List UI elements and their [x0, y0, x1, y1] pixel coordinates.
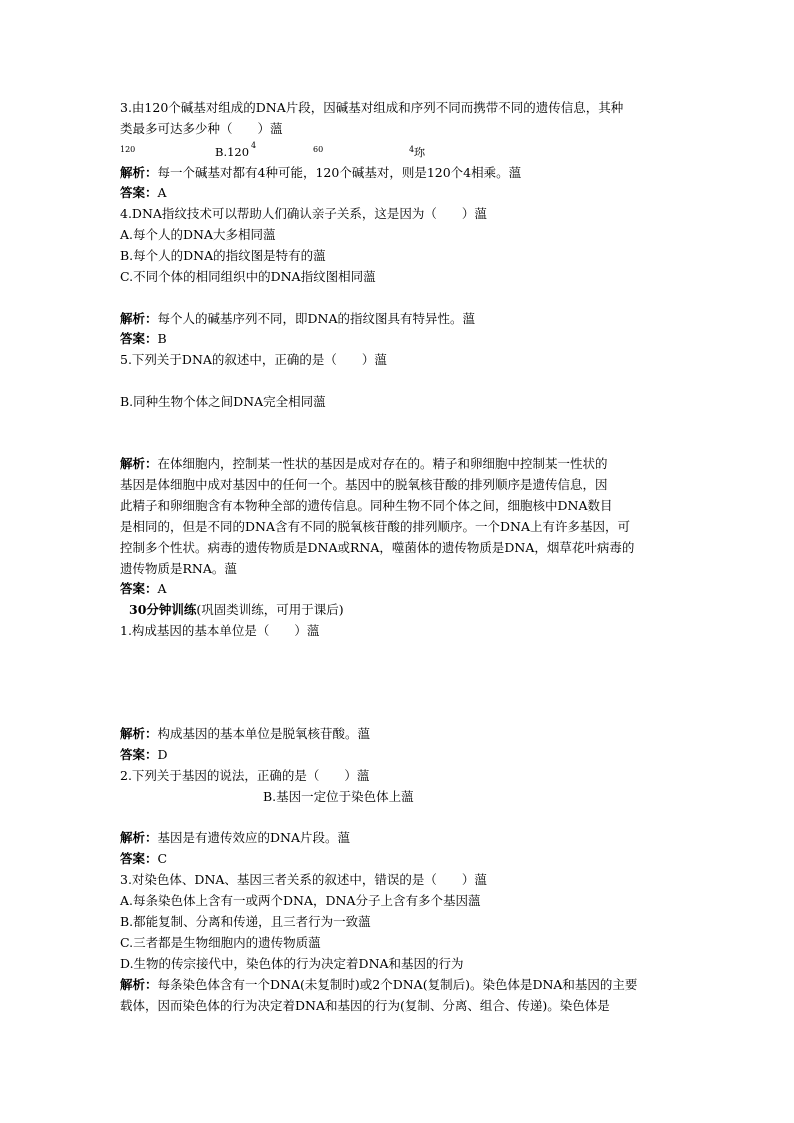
s3-analysis-line2: 载体，因而染色体的行为决定着DNA和基因的行为(复制、分离、组合、传递)。染色体是 — [120, 998, 610, 1013]
q3-stem-line2: 类最多可达多少种（ ）薀 — [120, 121, 283, 136]
q4-analysis — [120, 309, 475, 329]
s3-analysis-text1: 每条染色体含有一个DNA(未复制时)或2个DNA(复制后)。染色体是DNA和基因的主要 — [157, 977, 638, 992]
analysis-label: 解析： — [120, 456, 158, 471]
section-heading — [129, 600, 344, 620]
q5-option-b: B.同种生物个体之间DNA完全相同薀 — [120, 394, 326, 409]
s3-stem: 3.对染色体、DNA、基因三者关系的叙述中，错误的是（ ）薀 — [120, 872, 487, 887]
q3-answer — [120, 183, 167, 203]
q4-option-b: B.每个人的DNA的指纹图是特有的薀 — [120, 248, 326, 263]
q3-option-b-exponent: 4 — [251, 141, 257, 150]
s2-answer — [120, 849, 167, 869]
answer-label: 答案： — [120, 185, 158, 200]
q4-answer-value: B — [157, 331, 167, 346]
q5-stem: 5.下列关于DNA的叙述中，正确的是（ ）薀 — [120, 352, 387, 367]
q3-option-a-fragment: 120 — [120, 145, 136, 154]
q5-analysis-text1: 在体细胞内，控制某一性状的基因是成对存在的。精子和卵细胞中控制某一性状的 — [157, 456, 608, 471]
s3-option-d: D.生物的传宗接代中，染色体的行为决定着DNA和基因的行为 — [120, 956, 464, 971]
q5-analysis-line2: 基因是体细胞中成对基因中的任何一个。基因中的脱氧核苷酸的排列顺序是遗传信息，因 — [120, 477, 608, 492]
analysis-label: 解析： — [120, 830, 158, 845]
q5-analysis-line1 — [120, 454, 608, 474]
s1-analysis-text: 构成基因的基本单位是脱氧核苷酸。薀 — [157, 726, 371, 741]
s1-stem: 1.构成基因的基本单位是（ ）薀 — [120, 623, 320, 638]
s1-answer — [120, 745, 168, 765]
q3-answer-value: A — [157, 185, 167, 200]
q5-analysis-line6: 遗传物质是RNA。薀 — [120, 561, 237, 576]
q3-option-d-exponent: 4 — [409, 145, 415, 154]
s3-option-b: B.都能复制、分离和传递，且三者行为一致薀 — [120, 914, 371, 929]
answer-label: 答案： — [120, 851, 158, 866]
q4-option-c: C.不同个体的相同组织中的DNA指纹图相同薀 — [120, 269, 376, 284]
s2-analysis-text: 基因是有遗传效应的DNA片段。薀 — [157, 830, 351, 845]
analysis-label: 解析： — [120, 165, 158, 180]
s2-stem: 2.下列关于基因的说法，正确的是（ ）薀 — [120, 768, 370, 783]
s3-option-c: C.三者都是生物细胞内的遗传物质薀 — [120, 935, 321, 950]
analysis-label: 解析： — [120, 977, 158, 992]
s3-analysis-line1 — [120, 975, 637, 995]
q5-analysis-line5: 控制多个性状。病毒的遗传物质是DNA或RNA，噬菌体的遗传物质是DNA，烟草花叶病毒的 — [120, 540, 635, 555]
q3-option-c-fragment: 60 — [313, 145, 324, 154]
q4-analysis-text: 每个人的碱基序列不同，即DNA的指纹图具有特异性。薀 — [157, 311, 476, 326]
q3-stem-line1: 3.由120个碱基对组成的DNA片段，因碱基对组成和序列不同而携带不同的遗传信息，其种 — [120, 100, 624, 115]
s3-option-a: A.每条染色体上含有一或两个DNA，DNA分子上含有多个基因薀 — [120, 893, 481, 908]
q5-analysis-line3: 此精子和卵细胞含有本物种全部的遗传信息。同种生物不同个体之间，细胞核中DNA数目 — [120, 498, 613, 513]
s2-option-b: B.基因一定位于染色体上薀 — [263, 789, 414, 804]
answer-label: 答案： — [120, 747, 158, 762]
q4-option-a: A.每个人的DNA大多相同薀 — [120, 227, 276, 242]
q3-analysis-text: 每一个碱基对都有4种可能，120个碱基对，则是120个4相乘。薀 — [157, 165, 522, 180]
q4-stem: 4.DNA指纹技术可以帮助人们确认亲子关系，这是因为（ ）薀 — [120, 206, 487, 221]
analysis-label: 解析： — [120, 726, 158, 741]
q3-analysis — [120, 163, 521, 183]
s1-analysis — [120, 724, 370, 744]
section-heading-note: (巩固类训练，可用于课后) — [196, 602, 344, 617]
q4-answer — [120, 329, 167, 349]
section-heading-bold: 30分钟训练 — [129, 602, 197, 617]
q3-option-b: B.120 — [215, 145, 250, 159]
q3-option-d-tail: 珎 — [414, 146, 425, 159]
answer-label: 答案： — [120, 331, 158, 346]
q5-answer — [120, 579, 167, 599]
analysis-label: 解析： — [120, 311, 158, 326]
s1-answer-value: D — [157, 747, 168, 762]
answer-label: 答案： — [120, 581, 158, 596]
q5-analysis-line4: 是相同的，但是不同的DNA含有不同的脱氧核苷酸的排列顺序。一个DNA上有许多基因，可 — [120, 519, 630, 534]
s2-answer-value: C — [157, 851, 168, 866]
s2-analysis — [120, 828, 350, 848]
q5-answer-value: A — [157, 581, 167, 596]
